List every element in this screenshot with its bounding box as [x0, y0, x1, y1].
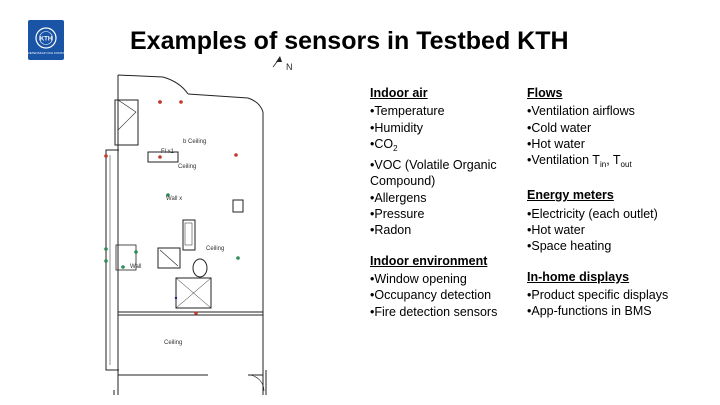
in-home-displays-heading: In-home displays — [527, 269, 630, 284]
kth-crest-icon — [27, 23, 65, 57]
north-arrow-icon — [276, 56, 282, 62]
svg-text:b Ceiling: b Ceiling — [183, 139, 207, 145]
svg-text:Wall: Wall — [130, 264, 142, 270]
list-item: •Space heating — [527, 239, 612, 254]
list-item: •Window opening — [370, 271, 467, 286]
testbed-floorplan — [88, 50, 373, 395]
svg-text:KTH: KTH — [39, 36, 53, 43]
list-item-co2: $•CO_2$ — [370, 136, 398, 153]
list-item: •Occupancy detection — [370, 288, 492, 303]
list-item: •Product specific displays — [527, 287, 669, 302]
indoor-air-heading: Indoor air — [370, 86, 428, 100]
flows-heading: Flows — [527, 86, 563, 100]
left-column — [370, 85, 520, 320]
north-marker: N — [286, 62, 293, 72]
indoor-environment-heading: Indoor environment — [370, 253, 488, 268]
list-item: •App-functions in BMS — [527, 304, 652, 319]
kth-logo — [28, 20, 64, 60]
list-item: •Temperature — [370, 104, 445, 119]
svg-text:Ceiling: Ceiling — [164, 340, 183, 346]
list-item: •Humidity — [370, 120, 423, 135]
sensor-markers — [104, 100, 240, 315]
svg-text:Wall x: Wall x — [166, 196, 183, 202]
list-item: •VOC (Volatile Organic — [370, 158, 497, 173]
svg-text:Ceiling: Ceiling — [206, 246, 225, 252]
list-item: •Cold water — [527, 120, 592, 135]
list-item: •Allergens — [370, 190, 427, 205]
svg-text:Fl x1: Fl x1 — [161, 149, 175, 155]
list-item-ventilation-temperature: •Ventilation $T_{in}$, $T_{out}$ — [527, 153, 632, 170]
svg-text:Ceiling: Ceiling — [178, 164, 197, 170]
list-item: •Hot water — [527, 223, 585, 238]
list-item: •Ventilation airflows — [527, 104, 635, 119]
svg-text:VETENSKAP OCH KONST: VETENSKAP OCH KONST — [27, 51, 65, 55]
list-item: •Electricity (each outlet) — [527, 206, 658, 221]
list-item: •Fire detection sensors — [370, 304, 498, 319]
list-item: •Pressure — [370, 207, 425, 222]
right-column — [527, 85, 712, 320]
slide-title: Examples of sensors in Testbed KTH — [130, 27, 569, 55]
energy-meters-heading: Energy meters — [527, 188, 614, 203]
list-item: •Radon — [370, 223, 412, 238]
list-item: Compound) — [370, 174, 436, 189]
list-item: •Hot water — [527, 136, 585, 151]
